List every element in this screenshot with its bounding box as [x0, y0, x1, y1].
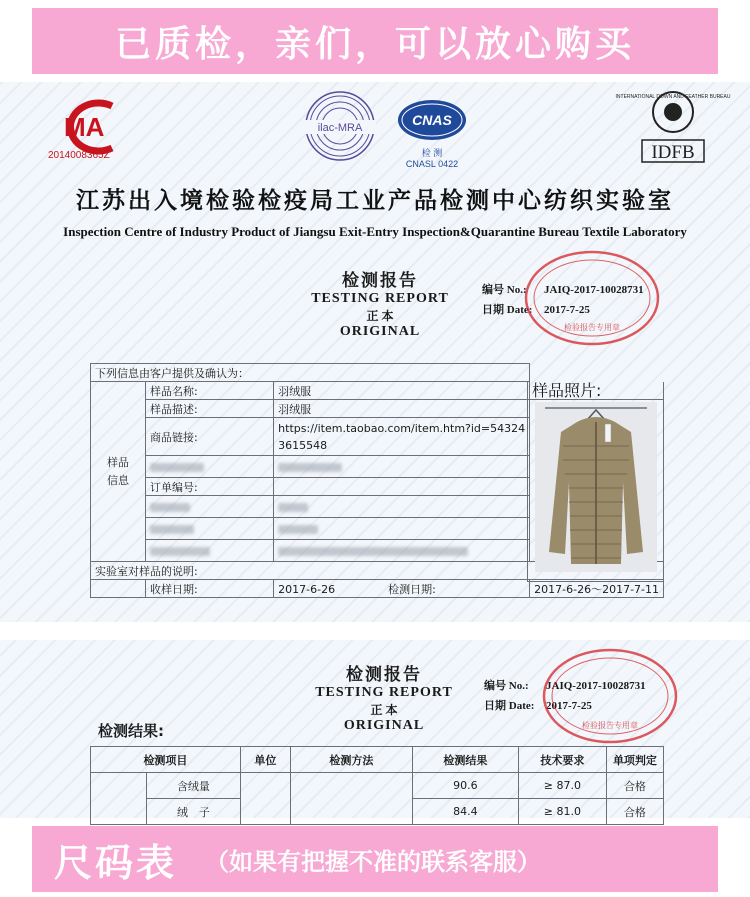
- report-date-label: 日期 Date:: [482, 304, 533, 316]
- redacted-text: [150, 525, 194, 534]
- sample-name-value: 羽绒服: [274, 382, 530, 400]
- redacted-text: [278, 547, 468, 556]
- idfb-text: IDFB: [651, 142, 695, 163]
- cnas-caption-line-2: CNASL 0422: [405, 159, 459, 169]
- redacted-text: [150, 503, 190, 512]
- sample-group-label: [91, 382, 146, 562]
- sample-group-label-1: 样品: [106, 455, 129, 469]
- order-number-label: 订单编号:: [145, 478, 273, 496]
- report-copy-cn-2: 正 本: [370, 703, 398, 717]
- received-date-label: 收样日期:: [145, 580, 273, 598]
- ilac-mra-logo: [300, 86, 380, 166]
- results-header-unit: 单位: [240, 747, 290, 773]
- sample-link-label: 商品链接:: [145, 418, 273, 456]
- lab-note-label: 实验室对样品的说明:: [91, 562, 664, 580]
- table-row: [91, 773, 664, 799]
- sample-photo-label: 样品照片:: [528, 382, 663, 400]
- redacted-text: [278, 463, 342, 472]
- report-copy-en-2: ORIGINAL: [343, 718, 425, 733]
- cnas-logo: [394, 96, 470, 144]
- report-title-cn-2: 检测报告: [346, 665, 422, 684]
- idfb-ring-text: INTERNATIONAL DOWN AND FEATHER BUREAU: [615, 94, 731, 100]
- sample-link-line-1: https://item.taobao.com/item.htm?id=54324: [278, 421, 526, 435]
- received-date: 2017-6-26: [278, 582, 336, 596]
- size-chart-title: 尺码表: [54, 840, 178, 885]
- test-date-label: 检测日期:: [388, 582, 436, 596]
- sample-table-header: 下列信息由客户提供及确认为：: [91, 364, 530, 382]
- results-header-result: 检测结果: [412, 747, 518, 773]
- cma-logo: [50, 98, 130, 156]
- report-number-label-2: 编号 No.:: [484, 680, 529, 692]
- certificate-results-page: [0, 640, 750, 818]
- redacted-text: [150, 463, 204, 472]
- seal-text-2: 检验报告专用章: [582, 721, 638, 730]
- sample-desc-value: 羽绒服: [274, 400, 530, 418]
- inspection-seal-2: [540, 646, 680, 746]
- idfb-logo: [615, 88, 731, 168]
- bottom-banner: [32, 826, 718, 892]
- report-title-block: [300, 266, 460, 340]
- results-value: 84.4: [412, 799, 518, 825]
- sample-desc-label: 样品描述:: [145, 400, 273, 418]
- cnas-caption-line-1: 检 测: [421, 148, 443, 158]
- sample-link-line-2: 3615548: [278, 438, 328, 452]
- report-number-label: 编号 No.:: [482, 284, 527, 296]
- results-requirement: ≥ 81.0: [518, 799, 606, 825]
- results-header-requirement: 技术要求: [518, 747, 606, 773]
- top-banner-text: 已质检，亲们，可以放心购买: [114, 23, 635, 65]
- results-verdict: 合格: [606, 773, 663, 799]
- results-verdict: 合格: [606, 799, 663, 825]
- lab-name-chinese: 江苏出入境检验检疫局工业产品检测中心纺织实验室: [76, 188, 674, 214]
- results-header-item: 检测项目: [91, 747, 241, 773]
- top-banner: [32, 8, 718, 74]
- results-requirement: ≥ 87.0: [518, 773, 606, 799]
- ilac-mra-text: ilac-MRA: [317, 122, 363, 134]
- results-table: [90, 746, 664, 825]
- results-header-row: [91, 747, 664, 773]
- report-date-2: 2017-7-25: [546, 700, 592, 712]
- results-header-method: 检测方法: [290, 747, 412, 773]
- results-item: 含绒量: [147, 773, 241, 799]
- report-number: JAIQ-2017-10028731: [544, 284, 644, 296]
- inspection-seal: [522, 248, 662, 348]
- report-title-en-2: TESTING REPORT: [315, 685, 453, 700]
- redacted-text: [278, 525, 318, 534]
- results-title: 检测结果:: [98, 722, 164, 740]
- sample-name-label: 样品名称:: [145, 382, 273, 400]
- seal-text: 检验报告专用章: [564, 323, 620, 332]
- lab-name-english: Inspection Centre of Industry Product of Jiangsu Exit-Entry Inspection&Quarantine Bureau Textile Laboratory: [63, 224, 687, 239]
- sample-photo: [535, 402, 657, 572]
- report-copy-en: ORIGINAL: [339, 324, 421, 339]
- report-title-cn: 检测报告: [342, 271, 418, 290]
- redacted-text: [150, 547, 210, 556]
- sample-link-value: [274, 418, 530, 456]
- results-item: 绒 子: [147, 799, 241, 825]
- certificate-header-page: [0, 82, 750, 622]
- size-chart-note: （如果有把握不准的联系客服）: [205, 847, 542, 876]
- report-date: 2017-7-25: [544, 304, 590, 316]
- report-title-block-2: [302, 660, 466, 734]
- sample-group-label-2: 信息: [106, 473, 129, 487]
- report-copy-cn: 正 本: [366, 309, 394, 323]
- cnas-caption: [404, 148, 460, 170]
- cma-number: 2014008365Z: [48, 150, 110, 161]
- cnas-text: CNAS: [412, 112, 452, 128]
- report-title-en: TESTING REPORT: [311, 291, 449, 306]
- redacted-text: [278, 503, 308, 512]
- cma-logo-text: MA: [64, 112, 105, 142]
- sample-photo-cell: [527, 382, 664, 582]
- report-date-label-2: 日期 Date:: [484, 700, 535, 712]
- report-number-2: JAIQ-2017-10028731: [546, 680, 646, 692]
- results-header-verdict: 单项判定: [606, 747, 663, 773]
- test-date: 2017-6-26～2017-7-11: [530, 580, 664, 598]
- down-jacket-image: [535, 402, 657, 572]
- results-value: 90.6: [412, 773, 518, 799]
